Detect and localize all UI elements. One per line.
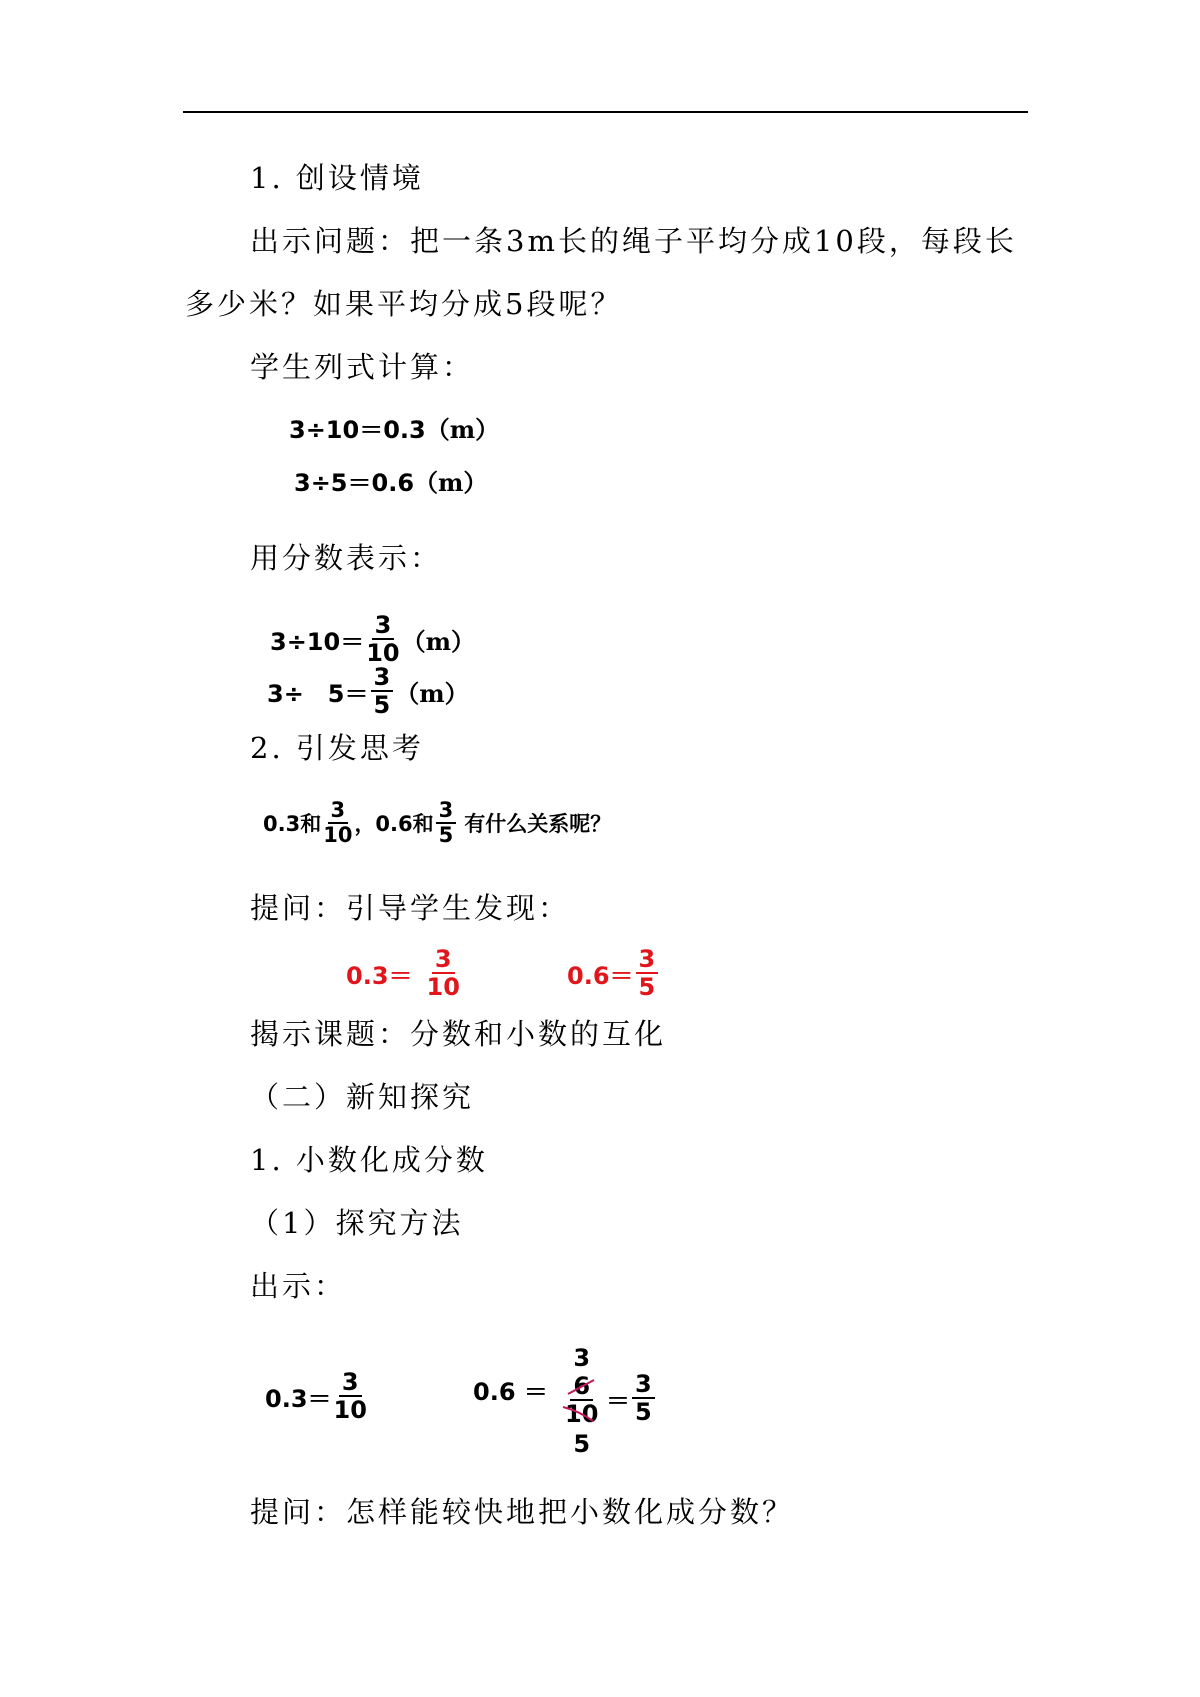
- equation-left: 0.3＝: [265, 1384, 332, 1413]
- heading-explore-method: （1）探究方法: [250, 1206, 464, 1240]
- unit-label: （m）: [414, 468, 488, 497]
- unit-label: （m）: [401, 626, 476, 656]
- numerator: 3: [436, 800, 457, 824]
- equation-left: 0.6＝: [567, 961, 634, 990]
- problem-text-line2: 多少米？如果平均分成5段呢？: [185, 287, 623, 321]
- cancelled-numerator: [570, 1374, 593, 1401]
- heading-decimal-to-fraction: 1. 小数化成分数: [250, 1143, 488, 1177]
- numerator: 3: [328, 800, 349, 824]
- header-rule: [183, 111, 1028, 113]
- denominator: 10: [366, 639, 400, 667]
- fraction-equation-10: [270, 613, 475, 665]
- question-part-c: 有什么关系呢？: [464, 812, 612, 836]
- numerator: 6: [573, 1372, 591, 1400]
- prompt-guide-label: 提问：引导学生发现：: [250, 891, 571, 925]
- unit-label: （m）: [395, 678, 469, 708]
- equation-left: 3÷ 5＝: [267, 679, 369, 708]
- discovery-equation-1: [346, 947, 462, 999]
- relation-question: [263, 800, 611, 846]
- simplify-result: [606, 1372, 657, 1424]
- numerator: 3: [432, 947, 455, 974]
- equation-left: 0.6 ＝: [473, 1378, 548, 1406]
- cancel-mark-icon: [566, 1376, 596, 1398]
- equation-text: 3÷5＝0.6: [294, 469, 415, 497]
- reduced-fraction: [563, 1346, 600, 1456]
- fraction: [371, 665, 394, 717]
- fraction: [366, 613, 399, 665]
- equation-division-10: [289, 410, 499, 445]
- numerator: 3: [372, 613, 395, 640]
- simplify-example-1: [265, 1370, 369, 1422]
- denominator: 10: [333, 1396, 367, 1424]
- numerator: 3: [371, 665, 394, 692]
- question-quick-conversion: 提问：怎样能较快地把小数化成分数？: [250, 1495, 795, 1529]
- numerator: 3: [636, 947, 659, 974]
- fraction: [334, 1370, 367, 1422]
- fraction: [636, 947, 659, 999]
- fraction-equation-5: [267, 665, 469, 717]
- discovery-equation-2: [567, 947, 660, 999]
- show-label: 出示：: [250, 1269, 347, 1303]
- cancel-mark-icon: [561, 1403, 595, 1425]
- cancelled-denominator: [565, 1401, 598, 1426]
- question-part-b: ，0.6和: [354, 812, 434, 836]
- fraction: [632, 1372, 655, 1424]
- denominator: 5: [373, 691, 391, 719]
- heading-provoke-thinking: 2. 引发思考: [250, 731, 424, 765]
- heading-new-knowledge: （二）新知探究: [250, 1080, 475, 1114]
- equation-left: 0.3＝: [346, 961, 413, 990]
- fraction: [323, 800, 352, 846]
- fraction-representation-label: 用分数表示：: [250, 541, 443, 575]
- equation-division-5: [294, 463, 487, 498]
- fraction: [427, 947, 460, 999]
- heading-create-situation: 1. 创设情境: [250, 161, 424, 195]
- denominator: 10: [565, 1400, 599, 1428]
- equation-text: 3÷10＝0.3: [289, 416, 426, 444]
- fraction: [436, 800, 457, 846]
- simplify-example-2: [473, 1372, 548, 1407]
- equation-left: 3÷10＝: [270, 627, 365, 656]
- denominator: 5: [635, 1398, 652, 1426]
- numerator: 3: [339, 1370, 362, 1397]
- reveal-topic: 揭示课题：分数和小数的互化: [250, 1017, 667, 1051]
- denominator: 10: [323, 823, 353, 847]
- fraction: [565, 1374, 598, 1426]
- numerator: 3: [632, 1372, 655, 1399]
- denominator: 10: [426, 973, 460, 1001]
- denominator: 5: [638, 973, 656, 1001]
- equals-sign: ＝: [606, 1386, 630, 1415]
- problem-text-line1: 出示问题：把一条3m长的绳子平均分成10段，每段长: [250, 224, 1017, 258]
- reduced-numerator: 3: [573, 1344, 591, 1372]
- denominator: 5: [438, 823, 454, 847]
- unit-label: （m）: [425, 415, 500, 444]
- question-part-a: 0.3和: [263, 812, 322, 836]
- student-calc-label: 学生列式计算：: [250, 350, 475, 384]
- reduced-denominator: 5: [573, 1430, 591, 1458]
